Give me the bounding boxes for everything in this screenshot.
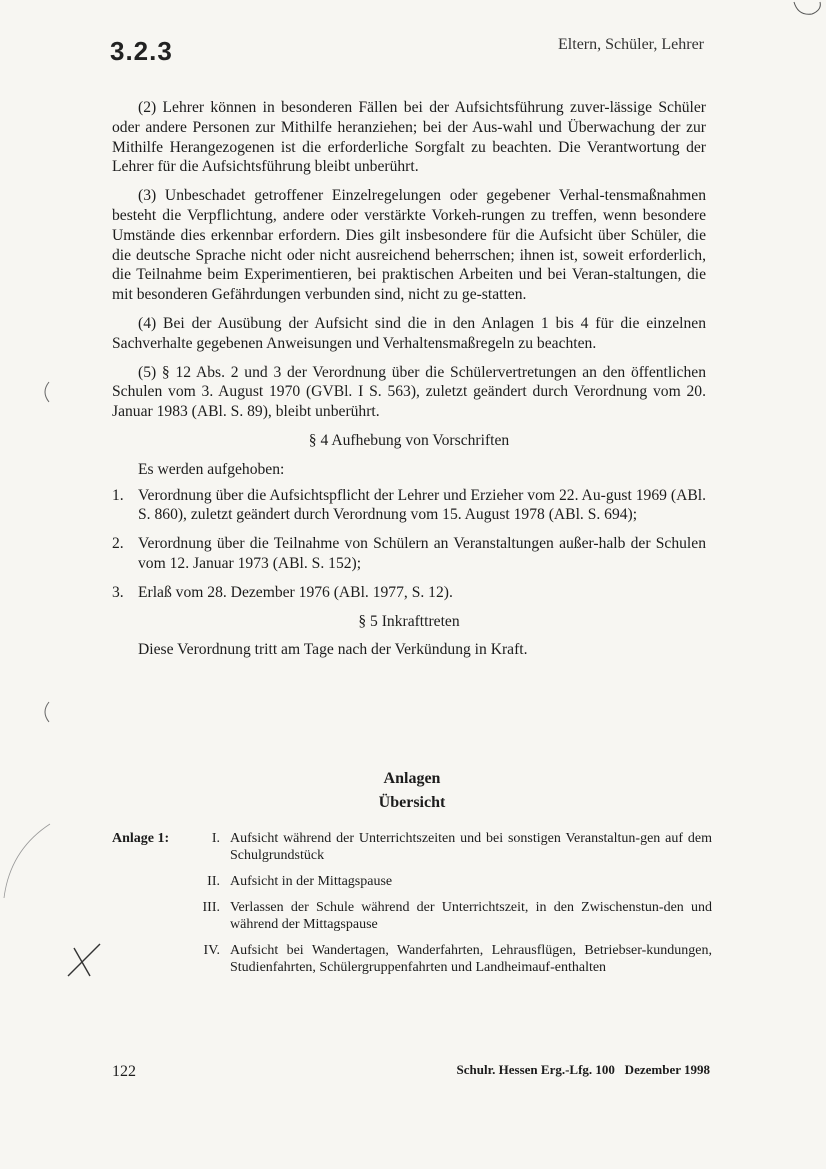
annex-row	[112, 942, 712, 976]
margin-bracket-mark	[40, 700, 52, 724]
paragraph-5: (5) § 12 Abs. 2 und 3 der Verordnung über die Schülervertretungen an den öffentlichen Schulen vom 3. August 1970 (GVBl. I S. 563), zuletzt geändert durch Verordnung vom 20. Januar 1983 (ABl. S. 89), bleibt unberührt.	[112, 363, 706, 421]
annex-roman: IV.	[203, 943, 220, 958]
repealed-list	[112, 486, 706, 603]
annex-roman: II.	[207, 874, 220, 889]
section-5-text: Diese Verordnung tritt am Tage nach der Verkündung in Kraft.	[138, 641, 528, 659]
section-number: 3.2.3	[110, 36, 173, 66]
margin-curve-mark	[0, 820, 60, 900]
paragraph-4: (4) Bei der Ausübung der Aufsicht sind die in den Anlagen 1 bis 4 für die einzelnen Sachverhalte gegebenen Anweisungen und Verhaltensmaßregeln zu beachten.	[112, 314, 706, 352]
annex-roman: I.	[211, 831, 220, 846]
paragraph-2: (2) Lehrer können in besonderen Fällen bei der Aufsichtsführung zuver-lässige Schüler oder andere Personen zur Mithilfe heranziehen; bei der Aus-wahl und Überwachung der zur Mithilfe Herangezogenen ist die erforderliche Sorgfalt zu beachten. Die Verantwortung der Lehrer für die Aufsichtsführung bleibt unberührt.	[112, 99, 706, 176]
list-item-number: 1.	[112, 486, 124, 504]
section-4-heading: § 4 Aufhebung von Vorschriften	[308, 431, 510, 449]
annex-subtitle: Übersicht	[378, 794, 446, 811]
page-number: 122	[112, 1063, 136, 1080]
annex-roman: III.	[202, 900, 220, 915]
annex-text: Aufsicht bei Wandertagen, Wanderfahrten, Lehrausflügen, Betriebser-kundungen, Studienfahrten, Schülergruppenfahrten und Landheimauf-enthalten	[230, 943, 712, 975]
list-item-number: 2.	[112, 535, 124, 553]
annex-row	[112, 873, 712, 890]
annex-overview	[112, 830, 712, 985]
list-item	[112, 583, 706, 603]
annex-heading-block	[112, 770, 712, 812]
paragraph-3: (3) Unbeschadet getroffener Einzelregelungen oder gegebener Verhal-tensmaßnahmen besteht die Verpflichtung, andere oder verstärkte Vorkeh-rungen zu treffen, wenn besondere Umstände dies erkennbar erfordern. Dies gilt insbesondere für die Aufsicht über Schüler, die die deutsche Sprache nicht oder nicht ausreichend beherrschen; ihnen ist, soweit erforderlich, die Teilnahme beim Experimentieren, bei praktischen Arbeiten und bei Veran-staltungen, die mit besonderen Gefährdungen verbunden sind, nicht zu ge-statten.	[112, 187, 706, 304]
annex-text: Verlassen der Schule während der Unterrichtszeit, in den Zwischenstun-den und während der Mittagspause	[230, 900, 712, 932]
section-5-heading: § 5 Inkrafttreten	[358, 612, 460, 630]
document-body	[112, 98, 706, 669]
running-header: Eltern, Schüler, Lehrer	[558, 36, 704, 53]
annex-row	[112, 830, 712, 864]
list-item-number: 3.	[112, 583, 124, 601]
annex-title: Anlagen	[383, 770, 441, 787]
margin-bracket-mark	[40, 380, 52, 404]
list-item	[112, 534, 706, 574]
list-item-text: Verordnung über die Teilnahme von Schülern an Veranstaltungen außer-halb der Schulen vom 12. Januar 1973 (ABl. S. 152);	[138, 535, 706, 572]
corner-scribble-mark	[790, 0, 826, 20]
list-item	[112, 486, 706, 526]
list-item-text: Erlaß vom 28. Dezember 1976 (ABl. 1977, S. 12).	[138, 583, 453, 601]
list-item-text: Verordnung über die Aufsichtspflicht der Lehrer und Erzieher vom 22. Au-gust 1969 (ABl. S. 860), zuletzt geändert durch Verordnung vom 15. August 1978 (ABl. S. 694);	[138, 486, 706, 524]
annex-text: Aufsicht in der Mittagspause	[230, 874, 393, 889]
handwritten-x-mark	[60, 940, 110, 980]
section-4-intro: Es werden aufgehoben:	[138, 460, 285, 478]
annex-text: Aufsicht während der Unterrichtszeiten und bei sonstigen Veranstaltun-gen auf dem Schulgrundstück	[230, 831, 712, 863]
annex-row	[112, 899, 712, 933]
annex-label: Anlage 1:	[112, 831, 170, 846]
footer-source: Schulr. Hessen Erg.-Lfg. 100 Dezember 1998	[456, 1062, 710, 1077]
